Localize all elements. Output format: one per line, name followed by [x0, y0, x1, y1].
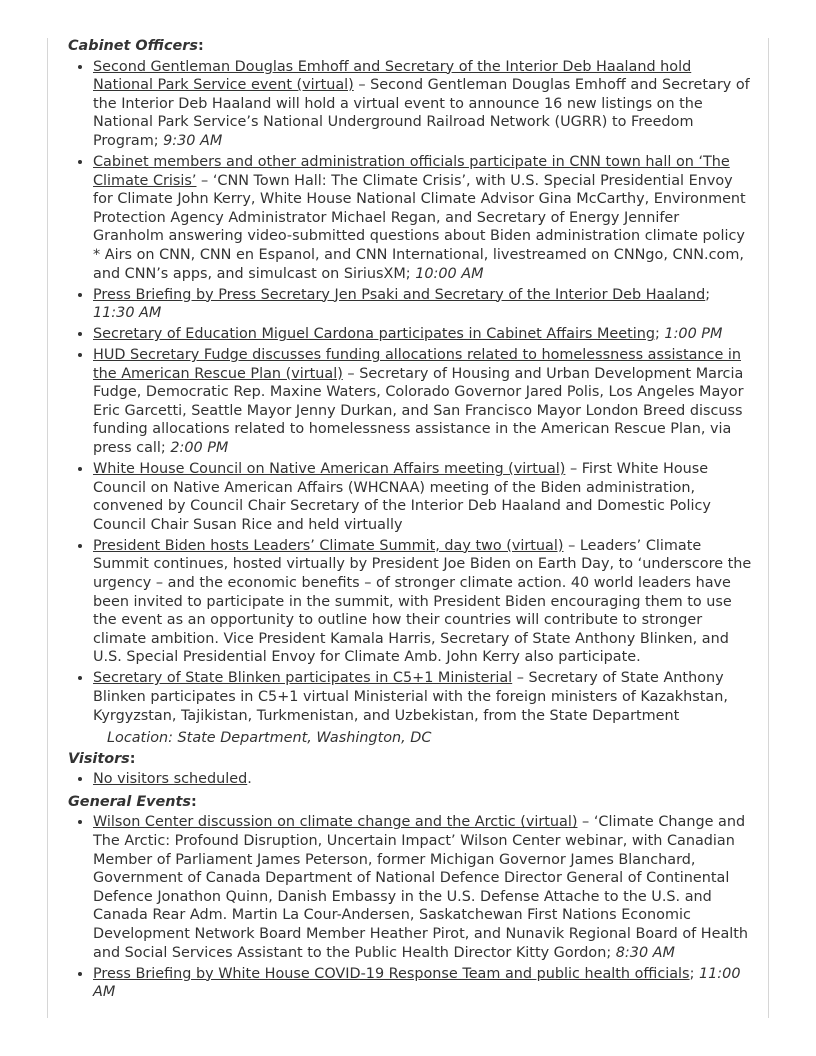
- list-item: [93, 286, 754, 323]
- list-item: [93, 460, 754, 534]
- list-item: [93, 813, 754, 962]
- list-item: [93, 537, 754, 667]
- event-time: 8:30 AM: [615, 944, 675, 961]
- event-description: – Leaders’ Climate Summit continues, hosted virtually by President Joe Biden on Earth Day, to ‘underscore the urgency – and the economic benefits – of stronger climate action. 40 world leaders have been invited to participate in the summit, with President Biden encouraging them to use the event as an opportunity to outline how their countries will contribute to stronger climate ambition. Vice President Kamala Harris, Secretary of State Anthony Blinken, and U.S. Special Presidential Envoy for Climate Amb. John Kerry also participate.: [93, 537, 752, 666]
- visitors-list: [68, 770, 754, 789]
- event-description: – First White House Council on Native American Affairs (WHCNAA) meeting of the Biden administration, convened by Council Chair Secretary of the Interior Deb Haaland and Domestic Policy Council Chair Susan Rice and held virtually: [93, 461, 711, 533]
- event-link[interactable]: HUD Secretary Fudge discusses funding allocations related to homelessness assistance in the American Rescue Plan (virtual): [93, 347, 742, 382]
- event-description: ;: [705, 286, 711, 303]
- section-heading-general-events: General Events:: [68, 793, 197, 810]
- list-item: [93, 965, 754, 1002]
- event-link[interactable]: Press Briefing by Press Secretary Jen Psaki and Secretary of the Interior Deb Haaland: [93, 286, 706, 303]
- event-description: – ‘Climate Change and The Arctic: Profound Disruption, Uncertain Impact’ Wilson Center webinar, with Canadian Member of Parliament James Peterson, former Michigan Governor James Blanchard, Government of Canada Department of National Defence Director General of Continental Defence Jonathon Quinn, Danish Embassy in the U.S. Defense Attache to the U.S. and Canada Rear Adm. Martin La Cour-Andersen, Saskatchewan First Nations Economic Development Network Board Member Heather Pirot, and Nunavik Regional Board of Health and Social Services Assistant to the Public Health Director Kitty Gordon;: [93, 814, 749, 961]
- event-link[interactable]: Cabinet members and other administration officials participate in CNN town hall on ‘The Climate Crisis’: [93, 153, 730, 189]
- event-link[interactable]: Second Gentleman Douglas Emhoff and Secretary of the Interior Deb Haaland hold National Park Service event (virtual): [93, 58, 692, 94]
- general-events-list: [68, 813, 754, 1001]
- cabinet-officers-list: [68, 58, 754, 726]
- event-link[interactable]: White House Council on Native American Affairs meeting (virtual): [93, 461, 566, 478]
- event-time: 9:30 AM: [163, 132, 223, 149]
- section-heading-label: Cabinet Officers: [68, 38, 198, 54]
- event-time: 1:00 PM: [664, 326, 723, 343]
- list-item: [93, 669, 754, 725]
- event-location: Location: State Department, Washington, DC: [107, 730, 432, 747]
- section-heading-cabinet-officers: Cabinet Officers:: [68, 38, 204, 54]
- event-link[interactable]: Secretary of State Blinken participates in C5+1 Ministerial: [93, 670, 513, 687]
- event-description: – Secretary of State Anthony Blinken participates in C5+1 virtual Ministerial with the foreign ministers of Kazakhstan, Kyrgyzstan, Tajikistan, Turkmenistan, and Uzbekistan, from the State Department: [93, 670, 728, 724]
- event-link[interactable]: President Biden hosts Leaders’ Climate Summit, day two (virtual): [93, 537, 564, 554]
- event-link[interactable]: Secretary of Education Miguel Cardona participates in Cabinet Affairs Meeting: [93, 326, 655, 343]
- event-description: – Second Gentleman Douglas Emhoff and Secretary of the Interior Deb Haaland will hold a virtual event to announce 16 new listings on the National Park Service’s National Underground Railroad Network (UGRR) to Freedom Program;: [93, 77, 750, 149]
- event-link[interactable]: Wilson Center discussion on climate change and the Arctic (virtual): [93, 814, 578, 831]
- right-border-rule: [768, 38, 769, 1018]
- section-heading-label: General Events: [68, 793, 191, 810]
- list-item: [93, 346, 754, 458]
- list-item: [93, 325, 754, 344]
- event-description: ;: [654, 326, 665, 343]
- event-description: .: [247, 771, 252, 788]
- event-description: – Secretary of Housing and Urban Development Marcia Fudge, Democratic Rep. Maxine Waters, Colorado Governor Jared Polis, Los Angeles Mayor Eric Garcetti, Seattle Mayor Jenny Durkan, and San Francisco Mayor London Breed discuss funding allocations related to homelessness assistance in the American Rescue Plan, via press call;: [93, 365, 744, 457]
- event-link[interactable]: Press Briefing by White House COVID-19 Response Team and public health officials: [93, 965, 690, 982]
- section-heading-label: Visitors: [68, 750, 130, 767]
- list-item: [93, 58, 754, 151]
- event-description: ;: [689, 965, 699, 982]
- event-time: 11:30 AM: [93, 305, 162, 322]
- list-item: [93, 770, 754, 789]
- list-item: [93, 153, 754, 283]
- event-time: 11:00 AM: [93, 965, 741, 1001]
- event-link[interactable]: No visitors scheduled: [93, 771, 248, 788]
- event-description: – ‘CNN Town Hall: The Climate Crisis’, with U.S. Special Presidential Envoy for Climate John Kerry, White House National Climate Advisor Gina McCarthy, Environment Protection Agency Administrator Michael Regan, and Secretary of Energy Jennifer Granholm answering video-submitted questions about Biden administration climate policy * Airs on CNN, CNN en Espanol, and CNN International, livestreamed on CNNgo, CNN.com, and CNN’s apps, and simulcast on SiriusXM;: [93, 172, 746, 282]
- schedule-content: [68, 37, 754, 1006]
- section-heading-visitors: Visitors:: [68, 750, 136, 767]
- event-time: 10:00 AM: [415, 265, 484, 282]
- left-border-rule: [47, 38, 48, 1018]
- event-time: 2:00 PM: [170, 440, 229, 457]
